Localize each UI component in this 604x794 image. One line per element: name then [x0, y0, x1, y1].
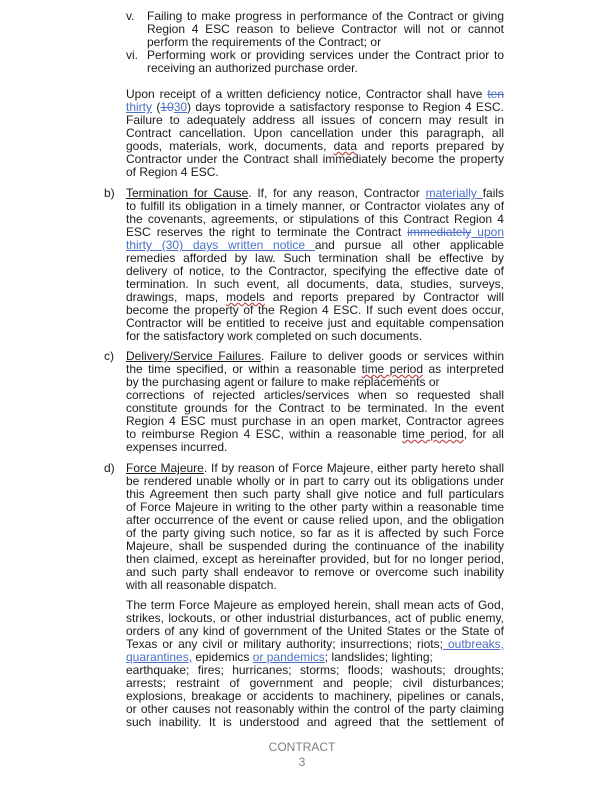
text-run: the time specified, or within a reasonable — [126, 362, 362, 376]
item-b-line: become the property of the Region 4 ESC. If such event does occur, — [126, 303, 505, 317]
force-para-line: strikes, lockouts, or other industrial disturbances, act of public enemy, — [126, 611, 504, 625]
list-marker-b: b) — [104, 186, 115, 200]
notice-para-line: Failure to adequately address all issues of concern may result in — [126, 113, 505, 127]
text-run: goods, materials, work, documents, — [126, 139, 334, 153]
spellcheck-flag: models — [226, 290, 265, 304]
item-c-line: constitute grounds for the Contract to be terminated. In the event — [126, 401, 505, 415]
inserted-text: or pandemics — [252, 650, 325, 664]
text-run: . If, for any reason, Contractor — [248, 186, 426, 200]
inserted-text: quarantines, — [126, 650, 193, 664]
text-run: drawings, maps, — [126, 290, 227, 304]
text-run: ) days to — [187, 100, 236, 114]
item-v-line: Failing to make progress in performance of the Contract or giving — [147, 9, 504, 23]
force-para-line: such inability. It is understood and agreed that the settlement of — [126, 715, 504, 729]
force-para-line: orders of any kind of government of the United States or the State of — [126, 624, 504, 638]
text-run: as interpreted — [423, 362, 504, 376]
force-para-line: or other causes not reasonably within the control of the party claiming — [126, 702, 504, 716]
item-d-line: then claimed, except as hereinafter provided, but for no longer period, — [126, 552, 505, 566]
inserted-text: materially — [425, 186, 483, 200]
item-d-line: this Agreement then such party shall give notice and full particulars — [126, 487, 504, 501]
item-b-line: Contractor will be entitled to receive just and equitable compensation — [126, 316, 504, 330]
item-c-line: expenses incurred. — [126, 440, 228, 454]
list-marker-d: d) — [104, 461, 115, 475]
spellcheck-flag: time period — [361, 362, 424, 376]
text-run: ESC reserves the right to terminate the Contract — [126, 225, 408, 239]
item-d-line: after occurrence of the event or cause relied upon, and the obligation — [126, 513, 505, 527]
notice-para-line: Contractor under the Contract shall immediately become the property — [126, 152, 504, 166]
text-run: . If by reason of Force Majeure, either party hereto shall — [203, 461, 505, 475]
text-run: and reports prepared by — [357, 139, 504, 153]
item-v-line: Region 4 ESC reason to believe Contractor will not or cannot — [147, 22, 505, 36]
item-vi-line: receiving an authorized purchase order. — [147, 61, 358, 75]
deleted-text: immediately — [407, 225, 472, 239]
inserted-text: upon — [471, 225, 504, 239]
deleted-text: 10 — [160, 100, 174, 114]
deleted-text: ten — [487, 87, 504, 101]
force-para-line: explosions, breakage or accidents to machinery, pipelines or canals, — [126, 689, 504, 703]
item-c-line: by the purchasing agent or failure to make replacements or — [126, 375, 440, 389]
item-d-line: with all reasonable dispatch. — [126, 578, 277, 592]
text-run: . Failure to deliver goods or services within — [261, 349, 505, 363]
force-para-line: arrests; restraint of government and people; civil disturbances; — [126, 676, 505, 690]
item-b-line: termination. In such event, all documents, data, studies, surveys, — [126, 277, 505, 291]
spellcheck-flag: time period — [402, 427, 464, 441]
item-d-line: of Force Majeure in writing to the other party within a reasonable time — [126, 500, 505, 514]
notice-para-line: of Region 4 ESC. — [126, 165, 219, 179]
text-run: to reimburse Region 4 ESC, within a reasonable — [126, 427, 403, 441]
item-vi-line: Performing work or providing services under the Contract prior to — [147, 48, 505, 62]
item-b-line: to fulfill its obligation in a timely manner, or Contractor violates any of — [126, 199, 505, 213]
footer-label: CONTRACT — [268, 740, 336, 754]
text-run: , for all — [463, 427, 504, 441]
item-c-line: corrections of rejected articles/services when so requested shall — [126, 388, 504, 402]
spellcheck-flag: data — [333, 139, 358, 153]
text-run: epidemics — [192, 650, 253, 664]
inserted-text: thirty (30) days written notice — [126, 238, 315, 252]
text-run: provide a satisfactory response to Region 4 ESC. — [235, 100, 504, 114]
list-marker-c: c) — [104, 349, 114, 363]
item-d-line: of the party giving such notice, so far as it is affected by such Force — [126, 526, 505, 540]
text-run: Texas or any civil or military authority; insurrections; riots; — [126, 637, 443, 651]
force-para-line: earthquake; fires; hurricanes; storms; floods; washouts; droughts; — [126, 663, 504, 677]
text-run: and reports prepared by Contractor will — [264, 290, 505, 304]
item-c-line: Region 4 ESC must purchase in an open market, Contractor agrees — [126, 414, 504, 428]
item-b-line: the covenants, agreements, or stipulations of this Contract Region 4 — [126, 212, 504, 226]
force-para-line: The term Force Majeure as employed herein, shall mean acts of God, — [126, 598, 504, 612]
list-marker-vi: vi. — [126, 48, 138, 62]
text-run: Upon receipt of a written deficiency notice, Contractor shall have — [126, 87, 488, 101]
item-d-line: be rendered unable wholly or in part to carry out its obligations under — [126, 474, 504, 488]
item-d-line: and such party shall endeavor to remove or overcome such inability — [126, 565, 504, 579]
text-run: ; landslides; lighting; — [324, 650, 433, 664]
item-b-line: for the satisfactory work completed on such documents. — [126, 329, 423, 343]
item-d-line: Majeure, shall be suspended during the continuance of the inability — [126, 539, 505, 553]
text-run: and pursue all other applicable — [314, 238, 504, 252]
text-run: fails — [482, 186, 505, 200]
list-marker-v: v. — [126, 9, 135, 23]
item-b-line: delivery of notice, to the Contractor, specifying the effective date of — [126, 264, 505, 278]
page-number: 3 — [298, 755, 306, 769]
text-run: ( — [152, 100, 161, 114]
item-b-line: remedies afforded by law. Such termination shall be effective by — [126, 251, 505, 265]
section-heading: Force Majeure — [126, 461, 204, 475]
section-heading: Termination for Cause — [126, 186, 249, 200]
inserted-text: thirty — [126, 100, 153, 114]
notice-para-line: Contract cancellation. Upon cancellation under this paragraph, all — [126, 126, 505, 140]
inserted-text: outbreaks, — [442, 637, 505, 651]
item-v-line: perform the requirements of the Contract; or — [147, 35, 382, 49]
inserted-text: 30 — [173, 100, 188, 114]
section-heading: Delivery/Service Failures — [126, 349, 262, 363]
